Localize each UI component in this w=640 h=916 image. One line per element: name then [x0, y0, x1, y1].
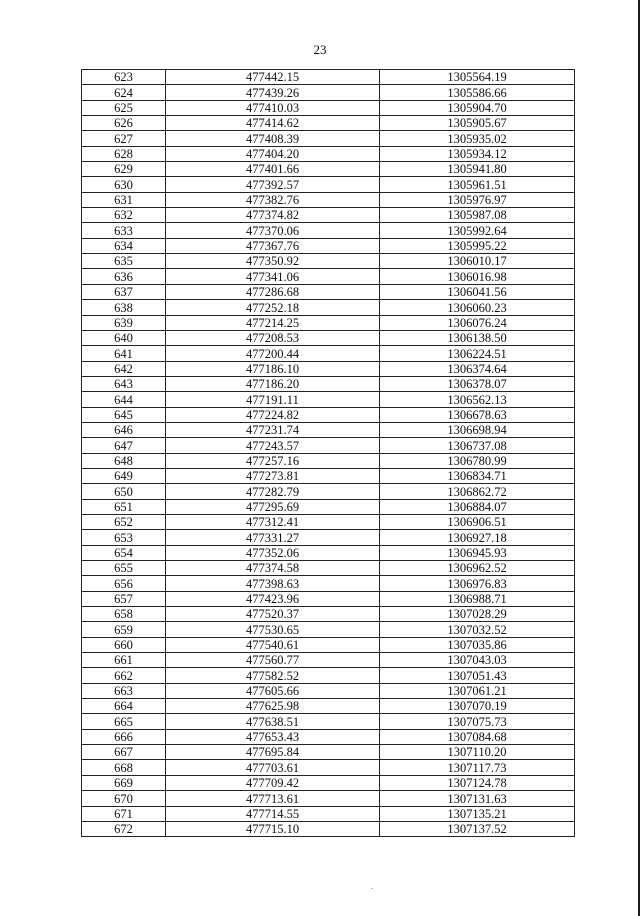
table-row: [82, 85, 575, 100]
y-coordinate-cell: 1305976.97: [380, 192, 575, 207]
y-coordinate-cell: 1306562.13: [380, 392, 575, 407]
x-coordinate-cell: 477605.66: [166, 683, 380, 698]
x-coordinate-cell: 477530.65: [166, 622, 380, 637]
y-coordinate-cell: 1307135.21: [380, 806, 575, 821]
point-number-cell: 656: [82, 576, 166, 591]
x-coordinate-cell: 477243.57: [166, 438, 380, 453]
coordinates-table: [81, 69, 575, 837]
x-coordinate-cell: 477404.20: [166, 146, 380, 161]
y-coordinate-cell: 1306378.07: [380, 376, 575, 391]
point-number-cell: 671: [82, 806, 166, 821]
x-coordinate-cell: 477191.11: [166, 392, 380, 407]
table-row: [82, 729, 575, 744]
x-coordinate-cell: 477414.62: [166, 116, 380, 131]
table-row: [82, 100, 575, 115]
y-coordinate-cell: 1307137.52: [380, 821, 575, 836]
y-coordinate-cell: 1306862.72: [380, 484, 575, 499]
point-number-cell: 652: [82, 514, 166, 529]
y-coordinate-cell: 1307070.19: [380, 699, 575, 714]
point-number-cell: 666: [82, 729, 166, 744]
x-coordinate-cell: 477374.82: [166, 208, 380, 223]
y-coordinate-cell: 1306906.51: [380, 514, 575, 529]
point-number-cell: 624: [82, 85, 166, 100]
x-coordinate-cell: 477560.77: [166, 653, 380, 668]
x-coordinate-cell: 477401.66: [166, 162, 380, 177]
x-coordinate-cell: 477200.44: [166, 346, 380, 361]
table-row: [82, 791, 575, 806]
x-coordinate-cell: 477638.51: [166, 714, 380, 729]
x-coordinate-cell: 477341.06: [166, 269, 380, 284]
x-coordinate-cell: 477709.42: [166, 775, 380, 790]
y-coordinate-cell: 1305987.08: [380, 208, 575, 223]
table-row: [82, 70, 575, 85]
y-coordinate-cell: 1307084.68: [380, 729, 575, 744]
y-coordinate-cell: 1306224.51: [380, 346, 575, 361]
table-row: [82, 422, 575, 437]
point-number-cell: 653: [82, 530, 166, 545]
point-number-cell: 642: [82, 361, 166, 376]
y-coordinate-cell: 1306737.08: [380, 438, 575, 453]
point-number-cell: 649: [82, 468, 166, 483]
x-coordinate-cell: 477540.61: [166, 637, 380, 652]
point-number-cell: 647: [82, 438, 166, 453]
table-row: [82, 346, 575, 361]
y-coordinate-cell: 1306884.07: [380, 499, 575, 514]
table-row: [82, 714, 575, 729]
x-coordinate-cell: 477410.03: [166, 100, 380, 115]
point-number-cell: 629: [82, 162, 166, 177]
y-coordinate-cell: 1307043.03: [380, 653, 575, 668]
x-coordinate-cell: 477367.76: [166, 238, 380, 253]
point-number-cell: 638: [82, 300, 166, 315]
table-row: [82, 683, 575, 698]
table-row: [82, 192, 575, 207]
table-row: [82, 499, 575, 514]
table-row: [82, 392, 575, 407]
table-row: [82, 131, 575, 146]
y-coordinate-cell: 1306780.99: [380, 453, 575, 468]
point-number-cell: 667: [82, 745, 166, 760]
point-number-cell: 633: [82, 223, 166, 238]
table-row: [82, 330, 575, 345]
table-row: [82, 300, 575, 315]
point-number-cell: 643: [82, 376, 166, 391]
y-coordinate-cell: 1306962.52: [380, 561, 575, 576]
y-coordinate-cell: 1305992.64: [380, 223, 575, 238]
y-coordinate-cell: 1305904.70: [380, 100, 575, 115]
x-coordinate-cell: 477713.61: [166, 791, 380, 806]
point-number-cell: 672: [82, 821, 166, 836]
point-number-cell: 640: [82, 330, 166, 345]
point-number-cell: 630: [82, 177, 166, 192]
table-row: [82, 607, 575, 622]
x-coordinate-cell: 477295.69: [166, 499, 380, 514]
y-coordinate-cell: 1306976.83: [380, 576, 575, 591]
table-row: [82, 699, 575, 714]
point-number-cell: 634: [82, 238, 166, 253]
table-row: [82, 622, 575, 637]
point-number-cell: 661: [82, 653, 166, 668]
table-row: [82, 775, 575, 790]
point-number-cell: 654: [82, 545, 166, 560]
y-coordinate-cell: 1306076.24: [380, 315, 575, 330]
table-row: [82, 806, 575, 821]
table-row: [82, 576, 575, 591]
y-coordinate-cell: 1306927.18: [380, 530, 575, 545]
table-row: [82, 116, 575, 131]
point-number-cell: 626: [82, 116, 166, 131]
y-coordinate-cell: 1307117.73: [380, 760, 575, 775]
table-row: [82, 561, 575, 576]
x-coordinate-cell: 477282.79: [166, 484, 380, 499]
point-number-cell: 627: [82, 131, 166, 146]
point-number-cell: 651: [82, 499, 166, 514]
y-coordinate-cell: 1305961.51: [380, 177, 575, 192]
point-number-cell: 641: [82, 346, 166, 361]
y-coordinate-cell: 1306010.17: [380, 254, 575, 269]
point-number-cell: 644: [82, 392, 166, 407]
y-coordinate-cell: 1307075.73: [380, 714, 575, 729]
x-coordinate-cell: 477714.55: [166, 806, 380, 821]
table-row: [82, 269, 575, 284]
x-coordinate-cell: 477331.27: [166, 530, 380, 545]
x-coordinate-cell: 477214.25: [166, 315, 380, 330]
point-number-cell: 635: [82, 254, 166, 269]
x-coordinate-cell: 477286.68: [166, 284, 380, 299]
point-number-cell: 637: [82, 284, 166, 299]
point-number-cell: 670: [82, 791, 166, 806]
table-row: [82, 254, 575, 269]
y-coordinate-cell: 1307032.52: [380, 622, 575, 637]
table-row: [82, 668, 575, 683]
x-coordinate-cell: 477625.98: [166, 699, 380, 714]
x-coordinate-cell: 477257.16: [166, 453, 380, 468]
table-row: [82, 468, 575, 483]
table-row: [82, 208, 575, 223]
x-coordinate-cell: 477252.18: [166, 300, 380, 315]
x-coordinate-cell: 477273.81: [166, 468, 380, 483]
y-coordinate-cell: 1305586.66: [380, 85, 575, 100]
y-coordinate-cell: 1306374.64: [380, 361, 575, 376]
y-coordinate-cell: 1306698.94: [380, 422, 575, 437]
table-row: [82, 361, 575, 376]
x-coordinate-cell: 477352.06: [166, 545, 380, 560]
table-row: [82, 484, 575, 499]
point-number-cell: 646: [82, 422, 166, 437]
table-row: [82, 376, 575, 391]
x-coordinate-cell: 477398.63: [166, 576, 380, 591]
x-coordinate-cell: 477186.10: [166, 361, 380, 376]
point-number-cell: 669: [82, 775, 166, 790]
table-row: [82, 821, 575, 836]
x-coordinate-cell: 477442.15: [166, 70, 380, 85]
table-row: [82, 453, 575, 468]
y-coordinate-cell: 1305905.67: [380, 116, 575, 131]
x-coordinate-cell: 477350.92: [166, 254, 380, 269]
point-number-cell: 662: [82, 668, 166, 683]
point-number-cell: 658: [82, 607, 166, 622]
y-coordinate-cell: 1307051.43: [380, 668, 575, 683]
point-number-cell: 639: [82, 315, 166, 330]
y-coordinate-cell: 1306834.71: [380, 468, 575, 483]
x-coordinate-cell: 477186.20: [166, 376, 380, 391]
point-number-cell: 645: [82, 407, 166, 422]
scan-speck: [371, 888, 373, 889]
point-number-cell: 659: [82, 622, 166, 637]
x-coordinate-cell: 477703.61: [166, 760, 380, 775]
table-row: [82, 653, 575, 668]
table-row: [82, 223, 575, 238]
point-number-cell: 636: [82, 269, 166, 284]
y-coordinate-cell: 1305935.02: [380, 131, 575, 146]
table-row: [82, 162, 575, 177]
table-row: [82, 146, 575, 161]
point-number-cell: 663: [82, 683, 166, 698]
page-number: 23: [313, 42, 327, 57]
x-coordinate-cell: 477392.57: [166, 177, 380, 192]
table-row: [82, 315, 575, 330]
y-coordinate-cell: 1305564.19: [380, 70, 575, 85]
y-coordinate-cell: 1305934.12: [380, 146, 575, 161]
point-number-cell: 664: [82, 699, 166, 714]
point-number-cell: 625: [82, 100, 166, 115]
table-row: [82, 637, 575, 652]
y-coordinate-cell: 1306988.71: [380, 591, 575, 606]
table-row: [82, 530, 575, 545]
point-number-cell: 657: [82, 591, 166, 606]
x-coordinate-cell: 477208.53: [166, 330, 380, 345]
point-number-cell: 665: [82, 714, 166, 729]
y-coordinate-cell: 1306945.93: [380, 545, 575, 560]
point-number-cell: 668: [82, 760, 166, 775]
y-coordinate-cell: 1306138.50: [380, 330, 575, 345]
x-coordinate-cell: 477382.76: [166, 192, 380, 207]
x-coordinate-cell: 477224.82: [166, 407, 380, 422]
x-coordinate-cell: 477520.37: [166, 607, 380, 622]
y-coordinate-cell: 1307035.86: [380, 637, 575, 652]
point-number-cell: 650: [82, 484, 166, 499]
y-coordinate-cell: 1307131.63: [380, 791, 575, 806]
table-row: [82, 284, 575, 299]
x-coordinate-cell: 477653.43: [166, 729, 380, 744]
y-coordinate-cell: 1306678.63: [380, 407, 575, 422]
y-coordinate-cell: 1305941.80: [380, 162, 575, 177]
point-number-cell: 648: [82, 453, 166, 468]
point-number-cell: 628: [82, 146, 166, 161]
point-number-cell: 631: [82, 192, 166, 207]
table-row: [82, 407, 575, 422]
coordinates-table-body: [82, 70, 575, 837]
y-coordinate-cell: 1307124.78: [380, 775, 575, 790]
y-coordinate-cell: 1305995.22: [380, 238, 575, 253]
y-coordinate-cell: 1306016.98: [380, 269, 575, 284]
point-number-cell: 623: [82, 70, 166, 85]
y-coordinate-cell: 1306041.56: [380, 284, 575, 299]
table-row: [82, 745, 575, 760]
point-number-cell: 660: [82, 637, 166, 652]
table-row: [82, 591, 575, 606]
point-number-cell: 632: [82, 208, 166, 223]
x-coordinate-cell: 477231.74: [166, 422, 380, 437]
x-coordinate-cell: 477439.26: [166, 85, 380, 100]
x-coordinate-cell: 477715.10: [166, 821, 380, 836]
table-row: [82, 438, 575, 453]
x-coordinate-cell: 477312.41: [166, 514, 380, 529]
table-row: [82, 514, 575, 529]
point-number-cell: 655: [82, 561, 166, 576]
x-coordinate-cell: 477582.52: [166, 668, 380, 683]
x-coordinate-cell: 477423.96: [166, 591, 380, 606]
y-coordinate-cell: 1307061.21: [380, 683, 575, 698]
y-coordinate-cell: 1306060.23: [380, 300, 575, 315]
table-row: [82, 177, 575, 192]
x-coordinate-cell: 477370.06: [166, 223, 380, 238]
table-row: [82, 760, 575, 775]
y-coordinate-cell: 1307028.29: [380, 607, 575, 622]
y-coordinate-cell: 1307110.20: [380, 745, 575, 760]
x-coordinate-cell: 477408.39: [166, 131, 380, 146]
x-coordinate-cell: 477695.84: [166, 745, 380, 760]
table-row: [82, 545, 575, 560]
table-row: [82, 238, 575, 253]
x-coordinate-cell: 477374.58: [166, 561, 380, 576]
